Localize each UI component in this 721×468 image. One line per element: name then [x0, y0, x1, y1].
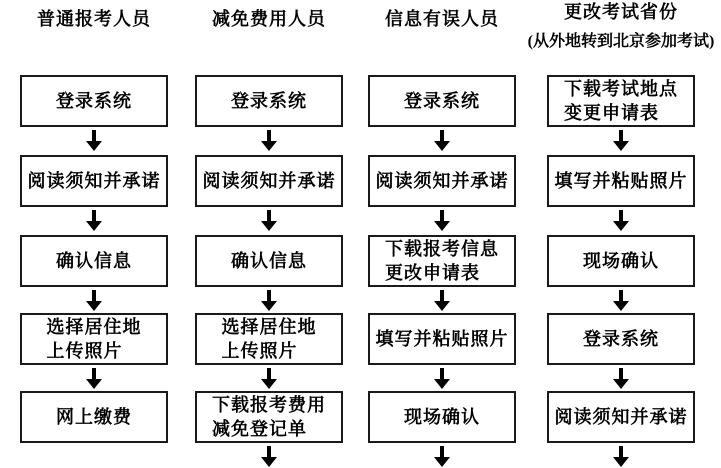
flow-column-4: [527, 0, 715, 468]
flow-step-box: [20, 75, 168, 127]
flow-step-box: [368, 75, 516, 127]
column-header: [528, 0, 715, 56]
flow-step-label: 下载考试地点: [564, 79, 678, 99]
arrow-down-icon: [434, 290, 450, 311]
arrow-stem: [440, 210, 444, 221]
arrow-down-icon: [261, 130, 277, 151]
arrow-head: [86, 301, 102, 311]
flow-step-text: [555, 405, 688, 429]
column-header-line: 普通报考人员: [37, 9, 151, 29]
flow-step-text: [404, 405, 480, 429]
flow-step-label: 阅读须知并承诺: [27, 171, 161, 191]
arrow-down-icon: [86, 368, 102, 389]
arrow-head: [434, 379, 450, 389]
arrow-stem: [267, 290, 271, 301]
arrow-head: [434, 141, 450, 151]
flow-step-box: [368, 155, 516, 207]
arrow-stem: [619, 210, 623, 221]
flow-column-3: [368, 0, 516, 468]
arrow-down-icon: [434, 446, 450, 467]
flow-step-text: [231, 249, 307, 273]
arrow-down-icon: [86, 290, 102, 311]
column-header-line: 更改考试省份: [563, 2, 678, 22]
flow-step-label: 登录系统: [56, 91, 132, 111]
arrow-down-icon: [613, 130, 629, 151]
flow-step-box: [20, 155, 168, 207]
flow-step-box: [195, 313, 343, 365]
flow-step-label: 登录系统: [404, 91, 480, 111]
column-header-line: 信息有误人员: [385, 9, 499, 29]
flow-step-box: [195, 391, 343, 443]
arrow-stem: [92, 290, 96, 301]
flow-step-box: [368, 313, 516, 365]
flow-step-box: [20, 313, 168, 365]
arrow-down-icon: [434, 368, 450, 389]
arrow-head: [261, 457, 277, 467]
arrow-stem: [267, 130, 271, 141]
flow-step-box: [195, 75, 343, 127]
flow-step-box: [20, 235, 168, 287]
arrow-stem: [267, 210, 271, 221]
arrow-head: [613, 379, 629, 389]
arrow-head: [86, 379, 102, 389]
flow-step-text: [231, 89, 307, 113]
arrow-down-icon: [86, 210, 102, 231]
flow-step-label: 更改申请表: [385, 263, 480, 283]
flow-column-1: [20, 0, 168, 468]
arrow-head: [434, 221, 450, 231]
arrow-head: [613, 141, 629, 151]
flow-step-text: [583, 249, 659, 273]
arrow-head: [261, 221, 277, 231]
arrow-head: [261, 141, 277, 151]
flow-step-label: 下载报考费用: [212, 395, 326, 415]
arrow-head: [261, 379, 277, 389]
column-header: [37, 9, 151, 29]
flow-step-label: 阅读须知并承诺: [202, 171, 336, 191]
arrow-stem: [619, 368, 623, 379]
flow-step-label: 选择居住地: [46, 317, 142, 337]
flow-step-box: [195, 235, 343, 287]
arrow-stem: [619, 290, 623, 301]
arrow-stem: [440, 368, 444, 379]
arrow-head: [434, 301, 450, 311]
arrow-down-icon: [261, 368, 277, 389]
flow-step-box: [195, 155, 343, 207]
flow-step-label: 确认信息: [231, 251, 307, 271]
flow-step-label: 填写并粘贴照片: [554, 171, 688, 191]
arrow-stem: [619, 130, 623, 141]
flow-step-label: 登录系统: [231, 91, 307, 111]
flow-step-text: [56, 405, 132, 429]
arrow-stem: [92, 368, 96, 379]
arrow-down-icon: [261, 290, 277, 311]
flow-step-label: 填写并粘贴照片: [375, 329, 509, 349]
arrow-stem: [440, 130, 444, 141]
arrow-head: [613, 301, 629, 311]
flow-step-box: [547, 75, 695, 127]
flow-step-label: 现场确认: [583, 251, 659, 271]
arrow-stem: [92, 210, 96, 221]
column-header: [212, 9, 326, 29]
arrow-stem: [619, 446, 623, 457]
flow-step-label: 现场确认: [404, 407, 480, 427]
arrow-down-icon: [613, 446, 629, 467]
flow-step-label: 网上缴费: [56, 407, 132, 427]
column-header-line: (从外地转到北京参加考试): [527, 33, 715, 50]
arrow-down-icon: [261, 210, 277, 231]
flow-step-label: 上传照片: [221, 341, 298, 361]
arrow-head: [86, 221, 102, 231]
flow-step-label: 上传照片: [46, 341, 123, 361]
flow-step-box: [368, 391, 516, 443]
flow-step-text: [203, 169, 336, 193]
arrow-down-icon: [434, 130, 450, 151]
arrow-stem: [267, 368, 271, 379]
flow-step-label: 选择居住地: [221, 317, 317, 337]
flow-step-box: [547, 155, 695, 207]
flow-step-text: [555, 169, 688, 193]
flow-step-text: [385, 237, 499, 285]
flow-step-text: [404, 89, 480, 113]
flow-step-label: 确认信息: [56, 251, 132, 271]
flow-step-text: [56, 89, 132, 113]
flow-step-box: [20, 391, 168, 443]
arrow-stem: [440, 446, 444, 457]
flow-step-text: [583, 327, 659, 351]
arrow-stem: [440, 290, 444, 301]
flow-step-text: [376, 169, 509, 193]
arrow-stem: [92, 130, 96, 141]
flow-step-text: [56, 249, 132, 273]
arrow-down-icon: [261, 446, 277, 467]
flow-step-box: [547, 391, 695, 443]
arrow-down-icon: [434, 210, 450, 231]
flow-step-text: [222, 315, 317, 363]
flow-step-label: 阅读须知并承诺: [554, 407, 688, 427]
arrow-stem: [267, 446, 271, 457]
flow-step-text: [28, 169, 161, 193]
flow-step-box: [547, 235, 695, 287]
arrow-head: [86, 141, 102, 151]
column-header: [385, 9, 499, 29]
flow-step-text: [564, 77, 678, 125]
arrow-head: [434, 457, 450, 467]
column-header-line: 减免费用人员: [212, 9, 326, 29]
flow-step-label: 登录系统: [583, 329, 659, 349]
flow-step-text: [47, 315, 142, 363]
flow-step-box: [368, 235, 516, 287]
flow-step-label: 变更申请表: [564, 103, 659, 123]
arrow-down-icon: [613, 210, 629, 231]
arrow-head: [613, 221, 629, 231]
flow-step-label: 减免登记单: [212, 419, 307, 439]
flow-column-2: [195, 0, 343, 468]
arrow-down-icon: [86, 130, 102, 151]
arrow-down-icon: [613, 368, 629, 389]
flow-step-text: [376, 327, 509, 351]
flow-step-label: 阅读须知并承诺: [375, 171, 509, 191]
arrow-head: [261, 301, 277, 311]
flow-step-text: [212, 393, 326, 441]
arrow-down-icon: [613, 290, 629, 311]
flow-step-label: 下载报考信息: [385, 239, 499, 259]
arrow-head: [613, 457, 629, 467]
flow-step-box: [547, 313, 695, 365]
